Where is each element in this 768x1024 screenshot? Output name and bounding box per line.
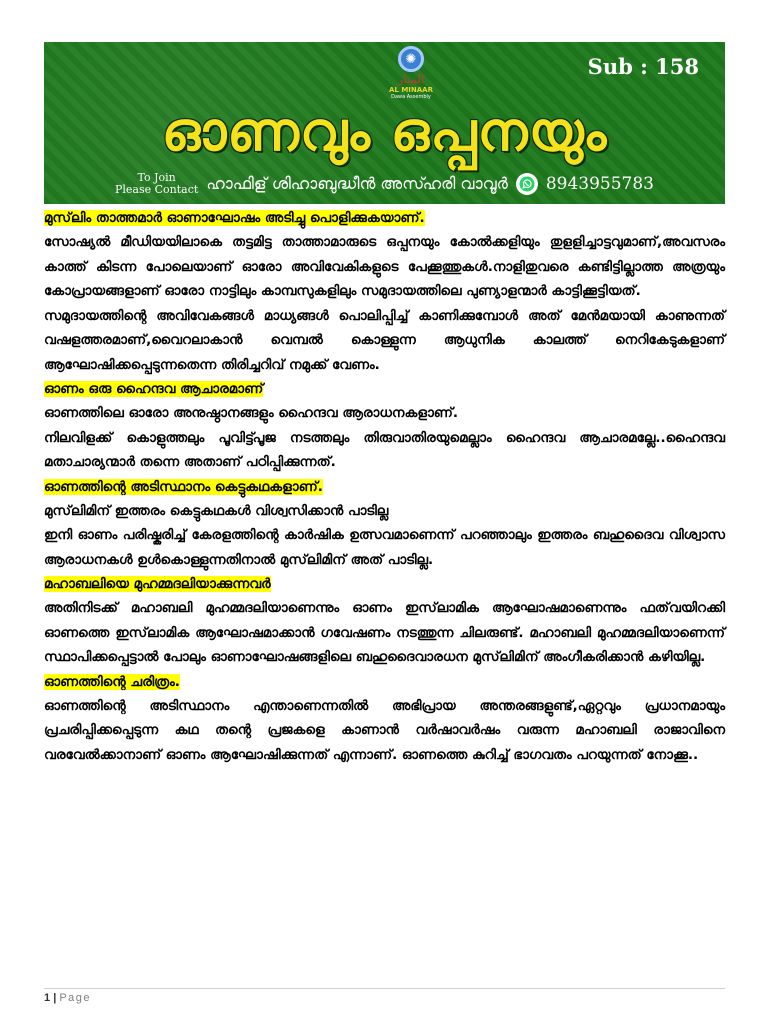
- paragraph: നിലവിളക്ക് കൊളുത്തലും പൂവിട്ട്പൂജ നടത്തലും തിരുവാതിരയുമെല്ലാം ഹൈന്ദവ ആചാരമല്ലേ..ഹൈന്ദവ മതാചാര്യന്മാർ തന്നെ അതാണ് പഠിപ്പിക്കുന്നത്.: [44, 429, 725, 470]
- page-title: ഓണവും ഒപ്പനയും: [161, 100, 608, 163]
- subject-number: Sub : 158: [587, 54, 699, 79]
- article-body: [44, 206, 725, 767]
- logo-name: AL MINAAR: [389, 86, 433, 94]
- paragraph: ഓണത്തിന്റെ അടിസ്ഥാനം എന്താണെന്നതിൽ അഭിപ്രായ അന്തരങ്ങളുണ്ട്,ഏറ്റവും പ്രധാനമായും പ്രചരിപ്പിക്കപ്പെടുന്ന കഥ തന്റെ പ്രജകളെ കാണാൻ വർഷാവർഷം വരുന്ന മഹാബലി രാജാവിനെ വരവേൽക്കാനാണ് ഓണം ആഘോഷിക്കുന്നത് എന്നാണ്. ഓണത്തെ കുറിച്ച് ഭാഗവതം പറയുന്നത് നോക്കൂ..: [44, 697, 725, 763]
- paragraph: അതിനിടക്ക് മഹാബലി മുഹമ്മദലിയാണെന്നും ഓണം ഇസ്‌ലാമിക ആഘോഷമാണെന്നും ഫത്‌വയിറക്കി ഓണത്തെ ഇസ്‌ലാമിക ആഘോഷമാക്കാൻ ഗവേഷണം നടത്തുന്ന ചിലരുണ്ട്. മഹാബലി മുഹമ്മദലിയാണെന്ന് സ്ഥാപിക്കപ്പെട്ടാൽ പോലും ഓണാഘോഷങ്ങളിലെ ബഹുദൈവാരധന മുസ്‌ലിമിന് അംഗീകരിക്കാൻ കഴിയില്ല.: [44, 600, 725, 665]
- join-text: [115, 172, 198, 196]
- paragraph: ഓണത്തിലെ ഓരോ അനുഷ്ഠാനങ്ങളും ഹൈന്ദവ ആരാധനകളാണ്.: [44, 405, 459, 421]
- contact-phone[interactable]: 8943955783: [545, 174, 654, 194]
- logo-subtitle: Dawa Assembly: [391, 94, 431, 100]
- logo-emblem-icon: ✺: [398, 46, 424, 72]
- section-heading: ഓണം ഒരു ഹൈന്ദവ ആചാരമാണ്: [44, 381, 264, 397]
- paragraph: മുസ്‌ലിമിന് ഇത്തരം കെട്ടുകഥകൾ വിശ്വസിക്കാൻ പാടില്ല: [44, 502, 389, 519]
- footer-separator: |: [53, 992, 57, 1004]
- section-heading: ഓണത്തിന്റെ ചരിത്രം.: [44, 673, 180, 690]
- logo-arabic-text: المنار: [397, 72, 425, 86]
- section-heading: മുസ്‌ലിം താത്തമാർ ഓണാഘോഷം അടിച്ചു പൊളിക്കുകയാണ്.: [44, 210, 425, 226]
- paragraph: സമുദായത്തിന്റെ അവിവേകങ്ങൾ മാധ്യങ്ങൾ പൊലിപ്പിച്ച് കാണിക്കുമ്പോൾ അത് മേൻമയായി കാണുന്നത് വഷളത്തരമാണ്,വൈറലാകാൻ വെമ്പൽ കൊള്ളുന്ന ആധുനിക കാലത്ത് നെറികേടുകളാണ് ആഘോഷിക്കപ്പെടുന്നതെന്ന തിരിച്ചറിവ് നമുക്ക് വേണം.: [44, 307, 725, 373]
- paragraph: സോഷ്യൽ മീഡിയയിലാകെ തട്ടമിട്ട താത്താമാരുടെ ഒപ്പനയും കോൽക്കളിയും തുളളിച്ചാട്ടവുമാണ്,അവസരം കാത്ത് കിടന്ന പോലെയാണ് ഓരോ അവിവേകികളുടെ പേക്കൂത്തുകൾ.നാളിതുവരെ കണ്ടിട്ടില്ലാത്ത അത്രയും കോപ്രായങ്ങളാണ് ഓരോ നാട്ടിലും കാമ്പസുകളിലും സമുദായത്തിലെ പുണ്യാളന്മാർ കാട്ടിക്കൂട്ടിയത്.: [44, 234, 725, 299]
- page-number: 1: [44, 992, 51, 1004]
- contact-strip: [44, 168, 725, 200]
- page-footer: [44, 992, 91, 1004]
- footer-divider: [44, 988, 725, 989]
- section-heading: മഹാബലിയെ മുഹമ്മദലിയാക്കുന്നവർ: [44, 576, 271, 592]
- join-line-2: Please Contact: [114, 183, 199, 196]
- header-banner: [44, 42, 725, 204]
- contact-name: ഹാഫിള് ശിഹാബുദ്ധീൻ അസ്ഹരി വാവൂർ: [206, 174, 508, 193]
- paragraph: ഇനി ഓണം പരിഷ്കരിച്ച് കേരളത്തിന്റെ കാർഷിക ഉത്സവമാണെന്ന് പറഞ്ഞാലും ഇത്തരം ബഹുദൈവ വിശ്വാസ ആരാധനകൾ ഉൾകൊള്ളുന്നതിനാൽ മുസ്‌ലിമിന് അത് പാടില്ല.: [44, 527, 725, 568]
- whatsapp-icon[interactable]: [516, 173, 538, 195]
- join-line-1: To Join: [137, 171, 176, 184]
- section-heading: ഓണത്തിന്റെ അടിസ്ഥാനം കെട്ടുകഥകളാണ്.: [44, 478, 323, 495]
- page-label: Page: [59, 992, 92, 1004]
